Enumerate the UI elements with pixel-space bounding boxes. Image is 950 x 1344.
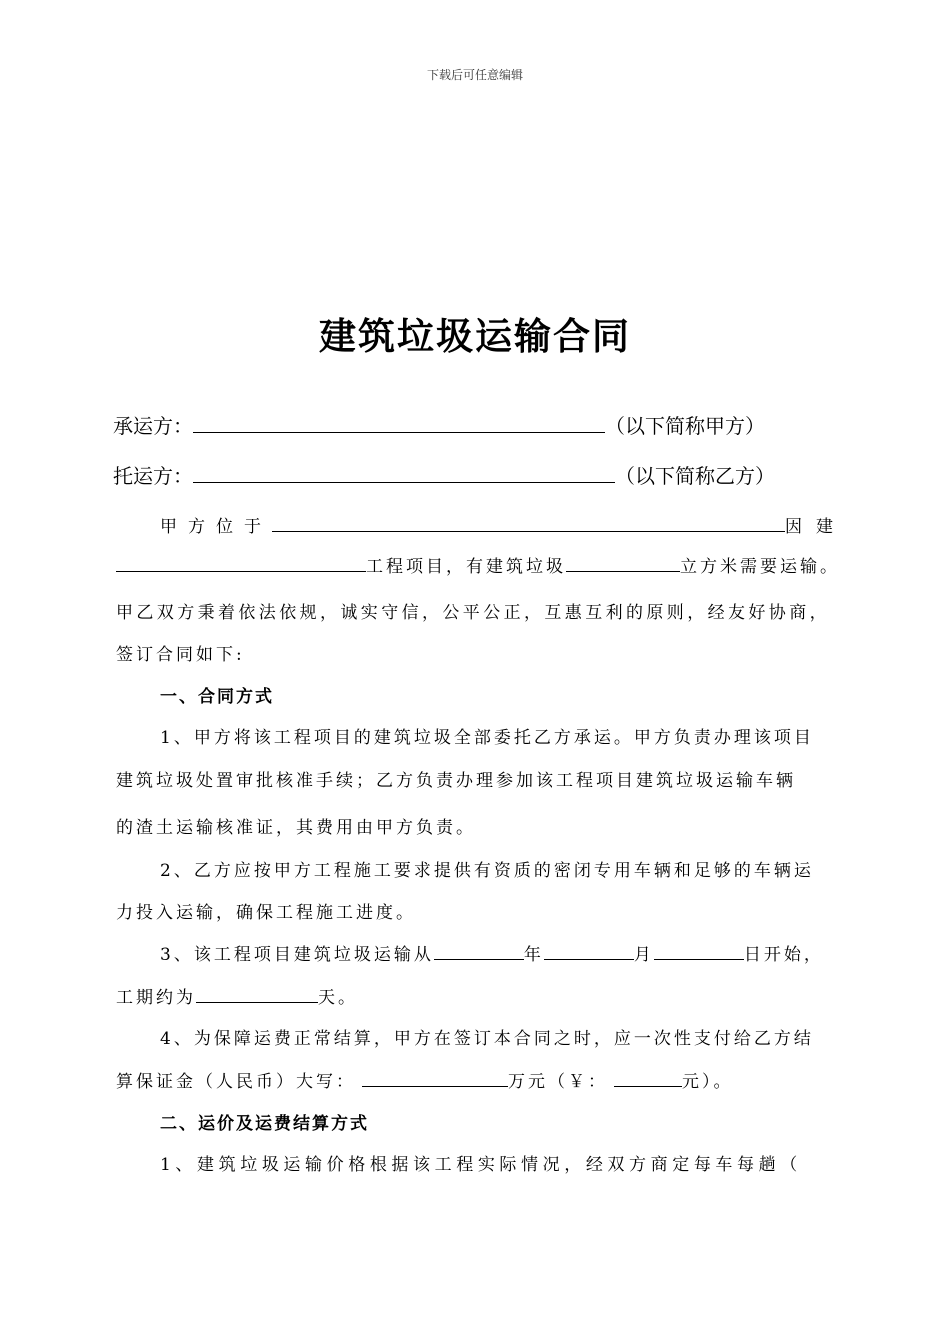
carrier-blank[interactable] [193, 414, 605, 433]
s1-item1-line2: 建筑垃圾处置审批核准手续；乙方负责办理参加该工程项目建筑垃圾运输车辆 [116, 771, 796, 791]
intro-location-label: 甲方位于 [160, 517, 272, 537]
page-header-note: 下载后可任意编辑 [426, 68, 523, 82]
intro-line-3: 甲乙双方秉着依法依规，诚实守信，公平公正，互惠互利的原则，经友好协商， [116, 603, 830, 623]
deposit-yuan-label: 万元（￥： [508, 1072, 608, 1092]
project-name-blank[interactable] [116, 553, 366, 572]
start-year-blank[interactable] [434, 941, 524, 960]
intro-project-text: 工程项目，有建筑垃圾 [366, 557, 566, 577]
s1-item3-line1 [160, 940, 824, 965]
s1-item2-line1: 2、乙方应按甲方工程施工要求提供有资质的密闭专用车辆和足够的车辆运 [160, 861, 814, 881]
intro-due-label: 因建 [785, 517, 847, 537]
deposit-amount-blank[interactable] [614, 1068, 682, 1087]
contract-title: 建筑垃圾运输合同 [319, 314, 631, 358]
start-month-blank[interactable] [544, 941, 634, 960]
duration-unit: 天。 [318, 988, 358, 1008]
carrier-label: 承运方： [113, 414, 193, 438]
s1-item4-line2 [116, 1067, 734, 1092]
start-day-blank[interactable] [654, 941, 744, 960]
shipper-label: 托运方： [113, 464, 193, 488]
s1-item1-line3: 的渣土运输核准证，其费用由甲方负责。 [116, 818, 476, 838]
duration-label: 工期约为 [116, 988, 196, 1008]
waste-volume-blank[interactable] [566, 553, 680, 572]
intro-line-1 [160, 512, 847, 537]
year-label: 年 [523, 945, 544, 965]
location-blank[interactable] [272, 513, 785, 532]
intro-line-4: 签订合同如下: [116, 645, 245, 665]
s1-item4-line1: 4、为保障运费正常结算，甲方在签订本合同之时，应一次性支付给乙方结 [160, 1029, 814, 1049]
s1-item2-line2: 力投入运输，确保工程施工进度。 [116, 903, 416, 923]
intro-volume-unit: 立方米需要运输。 [680, 557, 840, 577]
start-date-label: 3、该工程项目建筑垃圾运输从 [160, 945, 434, 965]
deposit-label: 算保证金（人民币）大写： [116, 1072, 356, 1092]
section-1-heading: 一、合同方式 [160, 687, 274, 707]
day-label: 日开始， [743, 945, 824, 965]
month-label: 月 [633, 945, 654, 965]
s2-item1-line1: 1、建筑垃圾运输价格根据该工程实际情况，经双方商定每车每趟（ [160, 1155, 802, 1175]
intro-line-2 [116, 552, 840, 577]
s1-item1-line1: 1、甲方将该工程项目的建筑垃圾全部委托乙方承运。甲方负责办理该项目 [160, 728, 814, 748]
carrier-row [113, 410, 765, 439]
shipper-row [113, 460, 775, 489]
duration-blank[interactable] [196, 984, 318, 1003]
deposit-unit: 元）。 [682, 1072, 734, 1092]
s1-item3-line2 [116, 983, 358, 1008]
shipper-blank[interactable] [193, 464, 615, 483]
shipper-suffix: （以下简称乙方） [615, 464, 775, 488]
section-2-heading: 二、运价及运费结算方式 [160, 1114, 369, 1134]
carrier-suffix: （以下简称甲方） [605, 414, 765, 438]
deposit-words-blank[interactable] [362, 1068, 508, 1087]
